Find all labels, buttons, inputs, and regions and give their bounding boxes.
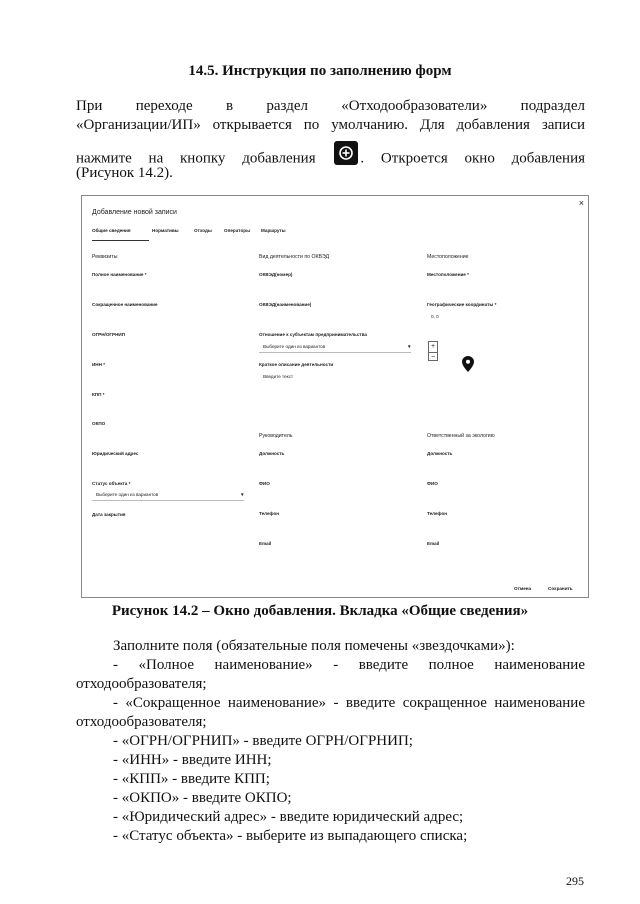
intro-line-1: При переходе в раздел «Отходообразователи» подраздел [76, 98, 585, 114]
col3-header: Местоположение [427, 254, 469, 260]
field-eco-name[interactable]: ФИО [427, 481, 438, 486]
relation-select-underline [259, 352, 411, 353]
intro-line-2: «Организации/ИП» открывается по умолчанию. Для добавления записи [76, 117, 585, 133]
list-item-5: - «КПП» - введите КПП; [113, 771, 270, 787]
field-eco-email[interactable]: Email [427, 541, 440, 546]
list-item-4: - «ИНН» - введите ИНН; [113, 752, 272, 768]
field-okpo[interactable]: ОКПО [92, 421, 106, 426]
field-ogrn[interactable]: ОГРН/ОГРНИП [92, 332, 125, 337]
field-activity-description[interactable]: Краткое описание деятельности [259, 362, 334, 367]
chevron-down-icon[interactable]: ▼ [240, 492, 245, 497]
field-okved-name[interactable]: ОКВЭД(наименование) [259, 302, 312, 307]
chevron-down-icon[interactable]: ▼ [407, 344, 412, 349]
field-object-status[interactable]: Статус объекта * [92, 481, 131, 486]
field-location[interactable]: Местоположение * [427, 272, 469, 277]
status-select-underline [92, 500, 244, 501]
map-zoom-control[interactable] [428, 341, 438, 361]
cancel-button[interactable]: Отмена [514, 586, 532, 591]
coords-value[interactable]: 0, 0 [431, 314, 439, 319]
field-legal-address[interactable]: Юридический адрес [92, 451, 139, 456]
field-head-email[interactable]: Email [259, 541, 272, 546]
list-item-2-line-1: - «Сокращенное наименование» - введите сокращенное наименование [113, 695, 585, 711]
close-icon[interactable]: × [578, 198, 584, 208]
zoom-out-button[interactable]: − [430, 354, 436, 361]
intro-line-3b: . Откроется окно добавления [360, 150, 586, 167]
list-item-3: - «ОГРН/ОГРНИП» - введите ОГРН/ОГРНИП; [113, 733, 413, 749]
description-input[interactable]: Введите текст [263, 374, 294, 379]
tab-normatives[interactable]: Нормативы [152, 228, 179, 233]
relation-select[interactable]: Выберите один из вариантов [263, 344, 326, 349]
list-item-2-line-2: отходообразователя; [76, 714, 207, 730]
field-short-name[interactable]: Сокращенное наименование [92, 302, 158, 307]
dialog-screenshot [81, 195, 589, 598]
dialog-title: Добавление новой записи [92, 209, 177, 216]
map-pin-icon[interactable] [462, 356, 474, 372]
field-closing-date[interactable]: Дата закрытия [92, 512, 126, 517]
head-header: Руководитель [259, 433, 293, 439]
field-geo-coords[interactable]: Географические координаты * [427, 302, 497, 307]
section-heading: 14.5. Инструкция по заполнению форм [188, 63, 452, 79]
field-head-position[interactable]: Должность [259, 451, 285, 456]
list-item-1-line-1: - «Полное наименование» - введите полное наименование [113, 657, 585, 673]
field-eco-phone[interactable]: Телефон [427, 511, 448, 516]
field-full-name[interactable]: Полное наименование * [92, 272, 147, 277]
field-eco-position[interactable]: Должность [427, 451, 453, 456]
list-intro: Заполните поля (обязательные поля помечены «звездочками»): [113, 638, 515, 654]
status-select[interactable]: Выберите один из вариантов [96, 492, 159, 497]
zoom-in-button[interactable]: + [430, 343, 436, 350]
list-item-6: - «ОКПО» - введите ОКПО; [113, 790, 292, 806]
active-tab-underline [92, 240, 149, 241]
col2-header: Вид деятельности по ОКВЭД [259, 254, 330, 260]
tab-routes[interactable]: Маршруты [261, 228, 286, 233]
field-head-phone[interactable]: Телефон [259, 511, 280, 516]
figure-caption: Рисунок 14.2 – Окно добавления. Вкладка «Общие сведения» [111, 603, 529, 619]
eco-header: Ответственный за экологию [427, 433, 495, 439]
field-okved-number[interactable]: ОКВЭД(номер) [259, 272, 293, 277]
tab-operators[interactable]: Операторы [224, 228, 250, 233]
plus-circle-icon [334, 141, 358, 165]
col1-header: Реквизиты [92, 254, 118, 260]
save-button[interactable]: Сохранить [548, 586, 573, 591]
intro-line-3a: нажмите на кнопку добавления [76, 150, 316, 167]
intro-line-4: (Рисунок 14.2). [76, 165, 173, 181]
list-item-7: - «Юридический адрес» - введите юридический адрес; [113, 809, 464, 825]
field-head-name[interactable]: ФИО [259, 481, 270, 486]
field-inn[interactable]: ИНН * [92, 362, 106, 367]
tab-waste[interactable]: Отходы [194, 228, 212, 233]
field-kpp[interactable]: КПП * [92, 392, 105, 397]
page-number: 295 [566, 874, 584, 888]
list-item-8: - «Статус объекта» - выберите из выпадающего списка; [113, 828, 468, 844]
list-item-1-line-2: отходообразователя; [76, 676, 207, 692]
field-business-relation[interactable]: Отношение к субъектам предпринимательства [259, 332, 367, 337]
tab-general[interactable]: Общие сведения [92, 228, 131, 233]
list-block [76, 637, 585, 846]
